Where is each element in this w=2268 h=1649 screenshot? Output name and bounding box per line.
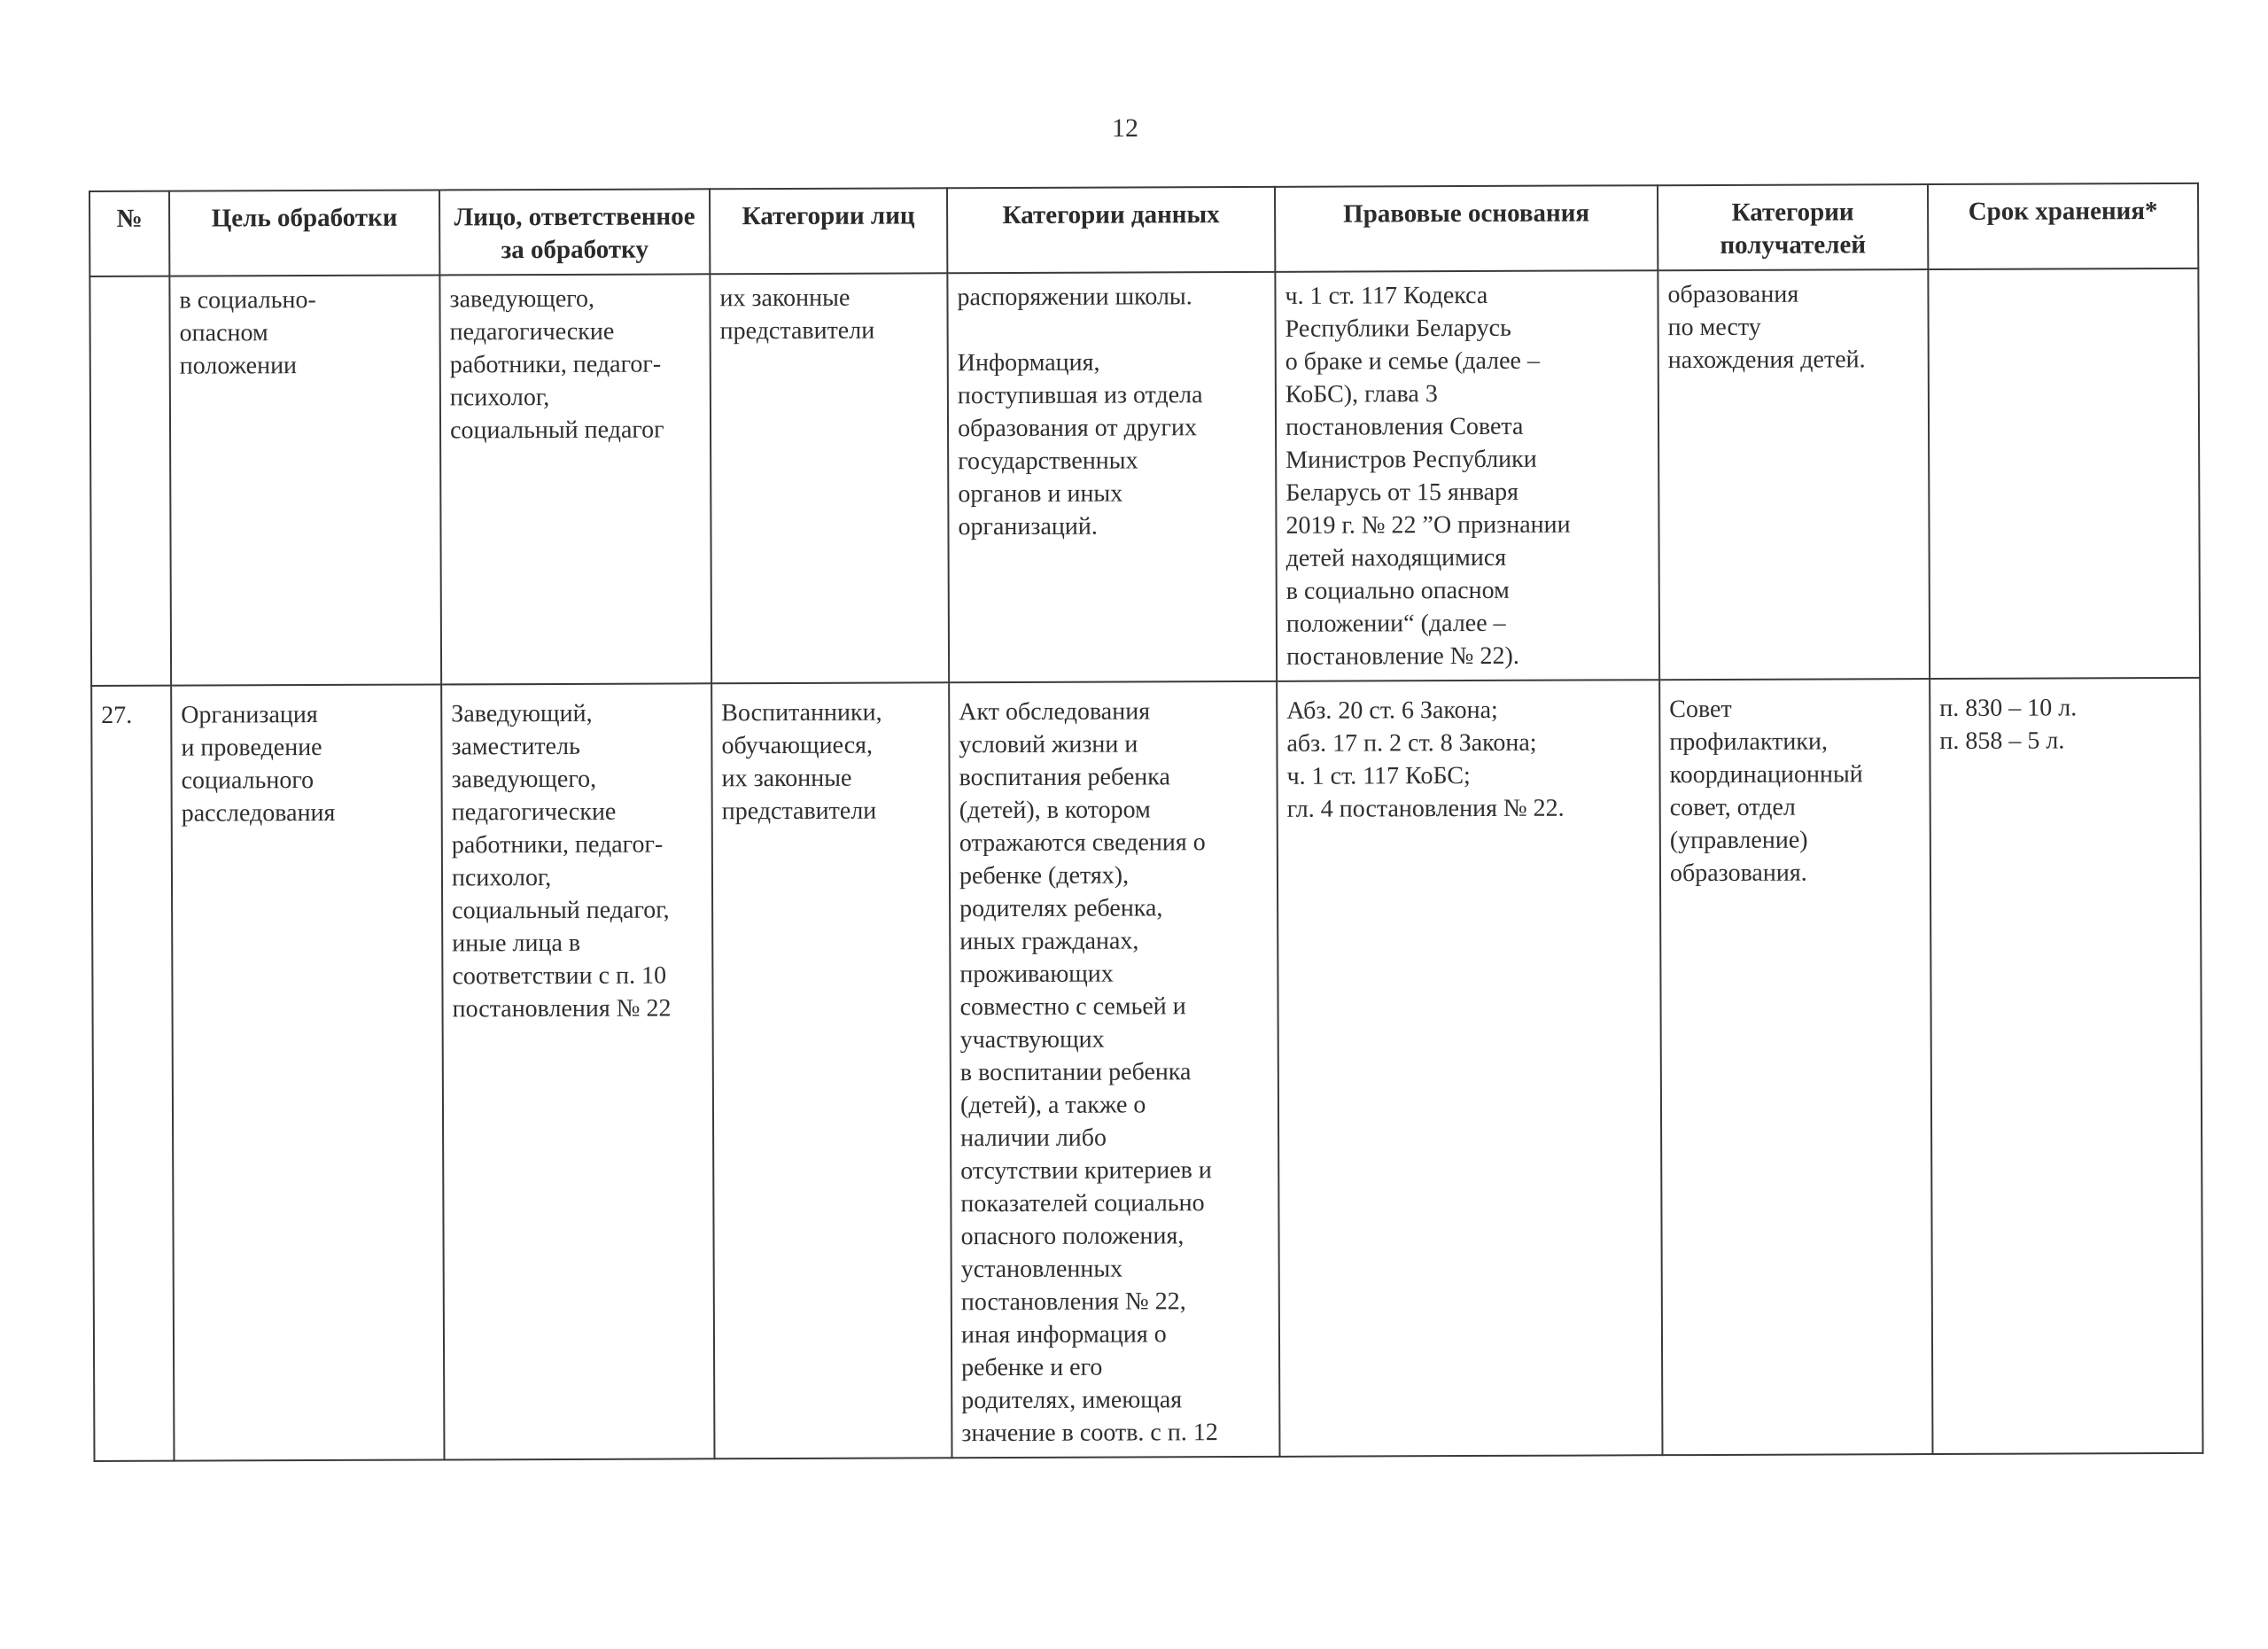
cell-retention-period: п. 830 – 10 л. п. 858 – 5 л. <box>1930 678 2202 1454</box>
header-number: № <box>89 191 169 277</box>
page-number: 12 <box>1112 113 1138 143</box>
cell-retention-period <box>1928 268 2200 679</box>
data-processing-table <box>89 183 2203 1462</box>
cell-responsible: заведующего, педагогические работники, педагог- психолог, социальный педагог <box>439 275 711 685</box>
cell-data-categories: Акт обследования условий жизни и воспитания ребенка (детей), в котором отражаются сведения о ребенке (детях), родителях ребенка, иных гражданах, проживающих совместно с семьей и участвующих в воспитании ребенка (детей), а также о наличии либо отсутствии критериев и показателей социально опасного положения, установленных постановления № 22, иная информация о ребенке и его родителях, имеющая значение в соотв. с п. 12 <box>949 681 1279 1458</box>
cell-purpose: в социально- опасном положении <box>169 276 441 686</box>
cell-data-categories: распоряжении школы. Информация, поступившая из отдела образования от других государственных органов и иных организаций. <box>947 272 1277 682</box>
cell-legal-basis: ч. 1 ст. 117 Кодекса Республики Беларусь о браке и семье (далее – КоБС), глава 3 постановления Совета Министров Республики Беларусь от 15 января 2019 г. № 22 ”О признании детей находящимися в социально опасном положении“ (далее – постановление № 22). <box>1275 270 1659 681</box>
cell-person-categories: Воспитанники, обучающиеся, их законные представители <box>711 682 951 1458</box>
table-header-row <box>89 183 2198 276</box>
header-legal-basis: Правовые основания <box>1275 185 1658 272</box>
header-data-categories: Категории данных <box>947 187 1275 274</box>
cell-responsible: Заведующий, заместитель заведующего, педагогические работники, педагог- психолог, социальный педагог, иные лица в соответствии с п. 10 постановления № 22 <box>441 684 714 1460</box>
cell-number <box>89 276 171 686</box>
cell-purpose: Организация и проведение социального расследования <box>171 685 444 1461</box>
header-recipient-categories: Категории получателей <box>1658 184 1928 270</box>
cell-legal-basis: Абз. 20 ст. 6 Закона; абз. 17 п. 2 ст. 8 Закона; ч. 1 ст. 117 КоБС; гл. 4 постановления № 22. <box>1277 680 1662 1457</box>
header-responsible: Лицо, ответственное за обработку <box>439 189 710 275</box>
cell-recipient-categories: образования по месту нахождения детей. <box>1658 269 1930 680</box>
header-person-categories: Категории лиц <box>710 188 947 274</box>
table-row <box>91 678 2202 1461</box>
header-purpose: Цель обработки <box>169 190 439 276</box>
cell-person-categories: их законные представители <box>710 273 949 683</box>
cell-number: 27. <box>91 686 174 1461</box>
cell-recipient-categories: Совет профилактики, координационный совет, отдел (управление) образования. <box>1659 679 1932 1455</box>
header-retention-period: Срок хранения* <box>1928 183 2198 269</box>
table-row <box>89 268 2200 686</box>
